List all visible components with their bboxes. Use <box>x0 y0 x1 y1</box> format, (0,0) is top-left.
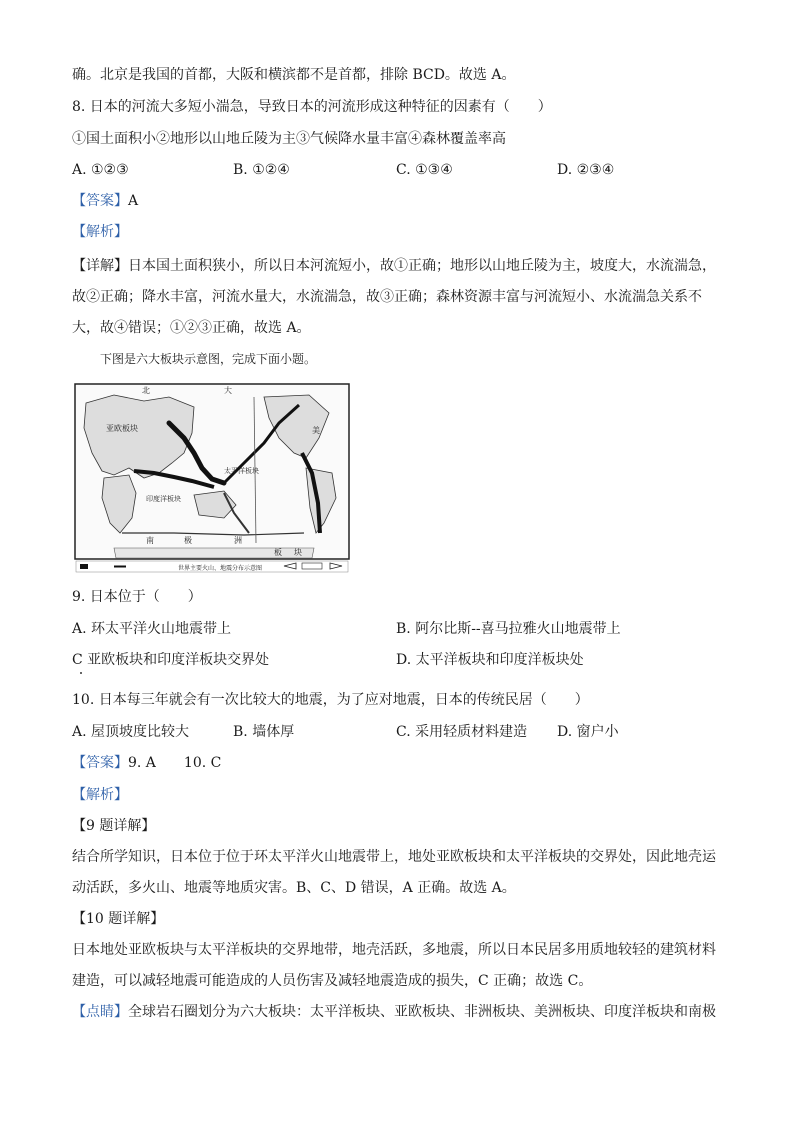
detail-10-line-2: 建造，可以减轻地震可能造成的人员伤害及减轻地震造成的损失，C 正确；故选 C。 <box>72 973 593 989</box>
question-10: 10. 日本每三年就会有一次比较大的地震，为了应对地震，日本的传统民居（ ） <box>72 692 589 708</box>
question-8-items: ①国土面积小②地形以山地丘陵为主③气候降水量丰富④森林覆盖率高 <box>72 131 506 147</box>
option-10-d: D. 窗户小 <box>557 724 619 740</box>
label-da: 大 <box>224 386 232 395</box>
detail-9-tag: 【9 题详解】 <box>72 818 156 834</box>
answer-value: A <box>128 193 139 209</box>
detail-8-line-2: 故②正确；降水丰富，河流水量大，水流湍急，故③正确；森林资源丰富与河流短小、水流湍急关系不 <box>72 289 702 305</box>
key-point-tag: 【点睛】 <box>72 1004 128 1020</box>
answer-tag: 【答案】 <box>72 755 128 771</box>
option-9-d: D. 太平洋板块和印度洋板块处 <box>396 652 584 668</box>
answer-8 <box>72 191 138 211</box>
label-kuai: 块 <box>294 548 302 557</box>
antarctica-land <box>114 548 314 558</box>
answer-tag: 【答案】 <box>72 193 128 209</box>
option-8-d: D. ②③④ <box>557 162 615 178</box>
option-9-c: C 亚欧板块和印度洋板块交界处 <box>72 652 270 668</box>
option-10-a: A. 屋顶坡度比较大 <box>72 724 190 740</box>
option-9-a: A. 环太平洋火山地震带上 <box>72 621 232 637</box>
label-zhou: 洲 <box>234 536 242 545</box>
legend-volcano-swatch <box>80 564 88 569</box>
stray-mark <box>80 672 82 674</box>
detail-10-tag: 【10 题详解】 <box>72 911 165 927</box>
detail-9-line-2: 动活跃，多火山、地震等地质灾害。B、C、D 错误，A 正确。故选 A。 <box>72 880 516 896</box>
option-8-b: B. ①②④ <box>233 162 290 178</box>
answer-9-10 <box>72 753 221 773</box>
question-9: 9. 日本位于（ ） <box>72 589 202 605</box>
analysis-tag: 【解析】 <box>72 787 128 803</box>
option-9-b: B. 阿尔比斯--喜马拉雅火山地震带上 <box>396 621 621 637</box>
key-point-text: 全球岩石圈划分为六大板块：太平洋板块、亚欧板块、非洲板块、美洲板块、印度洋板块和南极 <box>128 1004 716 1020</box>
question-8: 8. 日本的河流大多短小湍急，导致日本的河流形成这种特征的因素有（ ） <box>72 99 552 115</box>
label-eurasia-plate: 亚欧板块 <box>106 424 138 433</box>
legend-caption: 世界主要火山、地震分布示意图 <box>178 565 263 572</box>
detail-8-line-3: 大，故④错误；①②③正确，故选 A。 <box>72 320 311 336</box>
option-8-a: A. ①②③ <box>72 162 129 178</box>
analysis-tag: 【解析】 <box>72 224 128 240</box>
detail-8-line-1: 【详解】日本国土面积狭小，所以日本河流短小，故①正确；地形以山地丘陵为主，坡度大，水流湍急， <box>72 258 716 274</box>
label-indian-plate: 印度洋板块 <box>146 495 181 503</box>
label-ban: 板 <box>274 548 282 557</box>
text-line: 确。北京是我国的首都，大阪和横滨都不是首都，排除 BCD。故选 A。 <box>72 67 516 83</box>
option-10-b: B. 墙体厚 <box>233 724 295 740</box>
label-north: 北 <box>142 386 150 395</box>
detail-9-line-1: 结合所学知识，日本位于位于环太平洋火山地震带上，地处亚欧板块和太平洋板块的交界处，因此地壳运 <box>72 849 716 865</box>
label-pacific-plate: 太平洋板块 <box>224 467 259 475</box>
label-nan: 南 <box>146 536 154 545</box>
option-8-c: C. ①③④ <box>396 162 453 178</box>
detail-10-line-1: 日本地处亚欧板块与太平洋板块的交界地带，地壳活跃，多地震，所以日本民居多用质地较轻的建筑材料 <box>72 942 716 958</box>
figure-caption: 下图是六大板块示意图，完成下面小题。 <box>100 352 317 366</box>
key-point <box>72 1002 716 1022</box>
label-mei: 美 <box>312 426 320 435</box>
answer-value: 9. A 10. C <box>128 755 222 771</box>
option-10-c: C. 采用轻质材料建造 <box>396 724 528 740</box>
label-ji: 极 <box>184 536 192 545</box>
plate-map-figure <box>74 383 350 573</box>
